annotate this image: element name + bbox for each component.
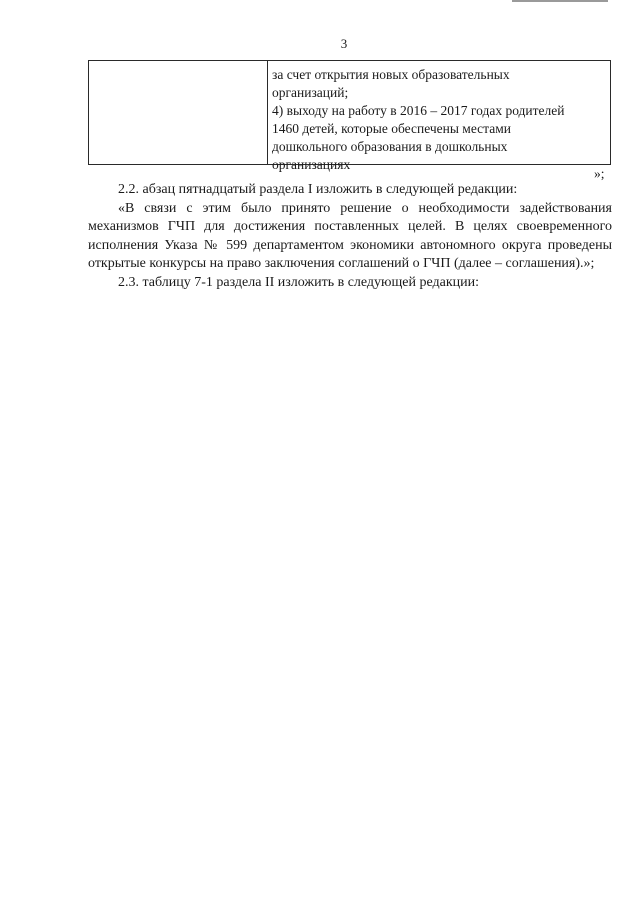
table-cell-line: 1460 детей, которые обеспечены местами bbox=[272, 121, 511, 136]
table-cell-line: организациях bbox=[272, 157, 351, 172]
table-column-divider bbox=[267, 61, 268, 164]
table-cell-line: дошкольного образования в дошкольных bbox=[272, 139, 508, 154]
body-text bbox=[88, 181, 612, 293]
table-right-cell bbox=[272, 66, 608, 174]
paragraph-2-3: 2.3. таблицу 7-1 раздела II изложить в следующей редакции: bbox=[118, 274, 480, 290]
table-cell-line: за счет открытия новых образовательных bbox=[272, 67, 510, 82]
paragraph-2-2: 2.2. абзац пятнадцатый раздела I изложить в следующей редакции: bbox=[118, 182, 518, 197]
scan-edge-mark bbox=[512, 0, 608, 2]
paragraph-quote: «В связи с этим было принято решение о необходимости задействования механизмов ГЧП для достижения поставленных целей. В целях своевременного исполнения Указа № 599 департаментом экономики автономного округа проведены открытые конкурсы на право заключения соглашений о ГЧП (далее – соглашения).»; bbox=[88, 200, 612, 272]
table-cell-line: 4) выходу на работу в 2016 – 2017 годах родителей bbox=[272, 103, 565, 118]
continuation-table bbox=[88, 60, 611, 172]
table-cell-line: организаций; bbox=[272, 85, 349, 100]
closing-quote: »; bbox=[594, 166, 605, 181]
page-number: 3 bbox=[340, 36, 348, 51]
